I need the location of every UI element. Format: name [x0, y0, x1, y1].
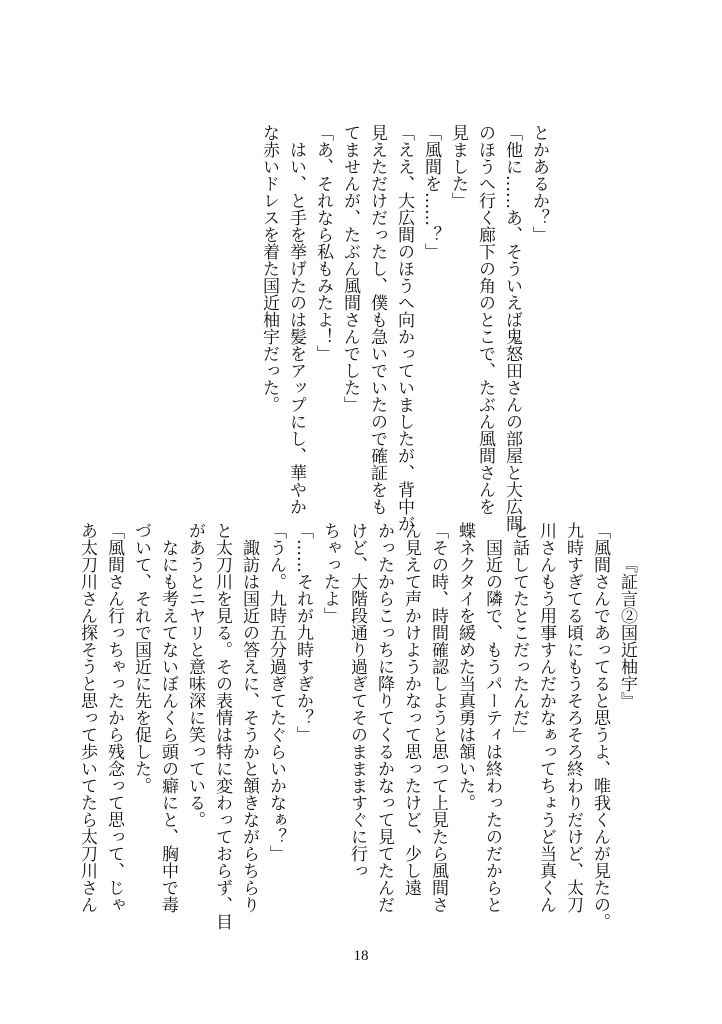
text-line: けど、大階段通り過ぎてそのままますぐに行っ	[347, 522, 367, 879]
text-line: 九時すぎてる頃にもうそろそろ終わりだけど、太刀	[563, 522, 583, 913]
text-line: な赤いドレスを着た国近柚宇だった。	[259, 124, 279, 413]
text-line: 見えただけだったし、僕も急いでいたので確証をも	[367, 124, 387, 515]
text-line: てませんが、たぶん風間さんでした」	[340, 124, 360, 413]
text-line: 「……それが九時すぎか？」	[293, 522, 313, 743]
text-line: 川さんもう用事すんだかなぁってちょうど当真くん	[536, 522, 556, 913]
upper-text-block	[255, 124, 552, 532]
lower-text-block	[73, 522, 640, 930]
text-line: 「うん。九時五分過ぎてたぐらいかなぁ？」	[266, 522, 286, 862]
text-line: があうとニヤリと意味深に笑っている。	[185, 522, 205, 828]
text-line: ちゃったよ」	[320, 522, 340, 624]
text-line: とかあるか？」	[529, 124, 549, 243]
page-number: 18	[353, 948, 369, 964]
text-line: かったからこっちに降りてくるかなって見てたんだ	[374, 522, 394, 913]
text-line: 「ええ、大広間のほうへ向かっていましたが、背中が	[394, 124, 414, 532]
text-line: 「他に……あ、そういえば鬼怒田さんの部屋と大広間	[502, 124, 522, 532]
text-line: 「あ、それなら私もみたよ！」	[313, 124, 333, 362]
text-line: ん見えて声かけようかなって思ったけど、少し遠	[401, 522, 421, 896]
text-line: 蝶ネクタイを緩めた当真勇は頷いた。	[455, 522, 475, 811]
text-line: 国近の隣で、もうパーティは終わったのだからと	[482, 539, 502, 913]
text-line: 「その時、時間確認しようと思って上見たら風間さ	[428, 522, 448, 913]
text-line: づいて、それで国近に先を促した。	[131, 522, 151, 794]
text-line: 諏訪は国近の答えに、そうかと頷きながらちらり	[239, 539, 259, 913]
text-line: と太刀川を見る。その表情は特に変わっておらず、目	[212, 522, 232, 930]
text-line: あ太刀川さん探そうと思って歩いてたら太刀川さん	[77, 522, 97, 913]
text-line: なにも考えてないぼんくら頭の癖にと、胸中で毒	[158, 539, 178, 913]
text-line: はい、と手を挙げたのは髪をアップにし、華やか	[286, 141, 306, 515]
text-line: 「風間さん行っちゃったから残念って思って、じゃ	[104, 522, 124, 913]
section-heading: 『証言②国近柚宇』	[617, 556, 637, 709]
text-line: のほうへ行く廊下の角のとこで、たぶん風間さんを	[475, 124, 495, 515]
text-line: 「風間さんであってると思うよ、唯我くんが見たの。	[590, 522, 610, 930]
text-line: 見ました」	[448, 124, 468, 209]
text-line: 「風間を……？」	[421, 124, 441, 260]
text-line: と話してたとこだったんだ」	[509, 522, 529, 743]
